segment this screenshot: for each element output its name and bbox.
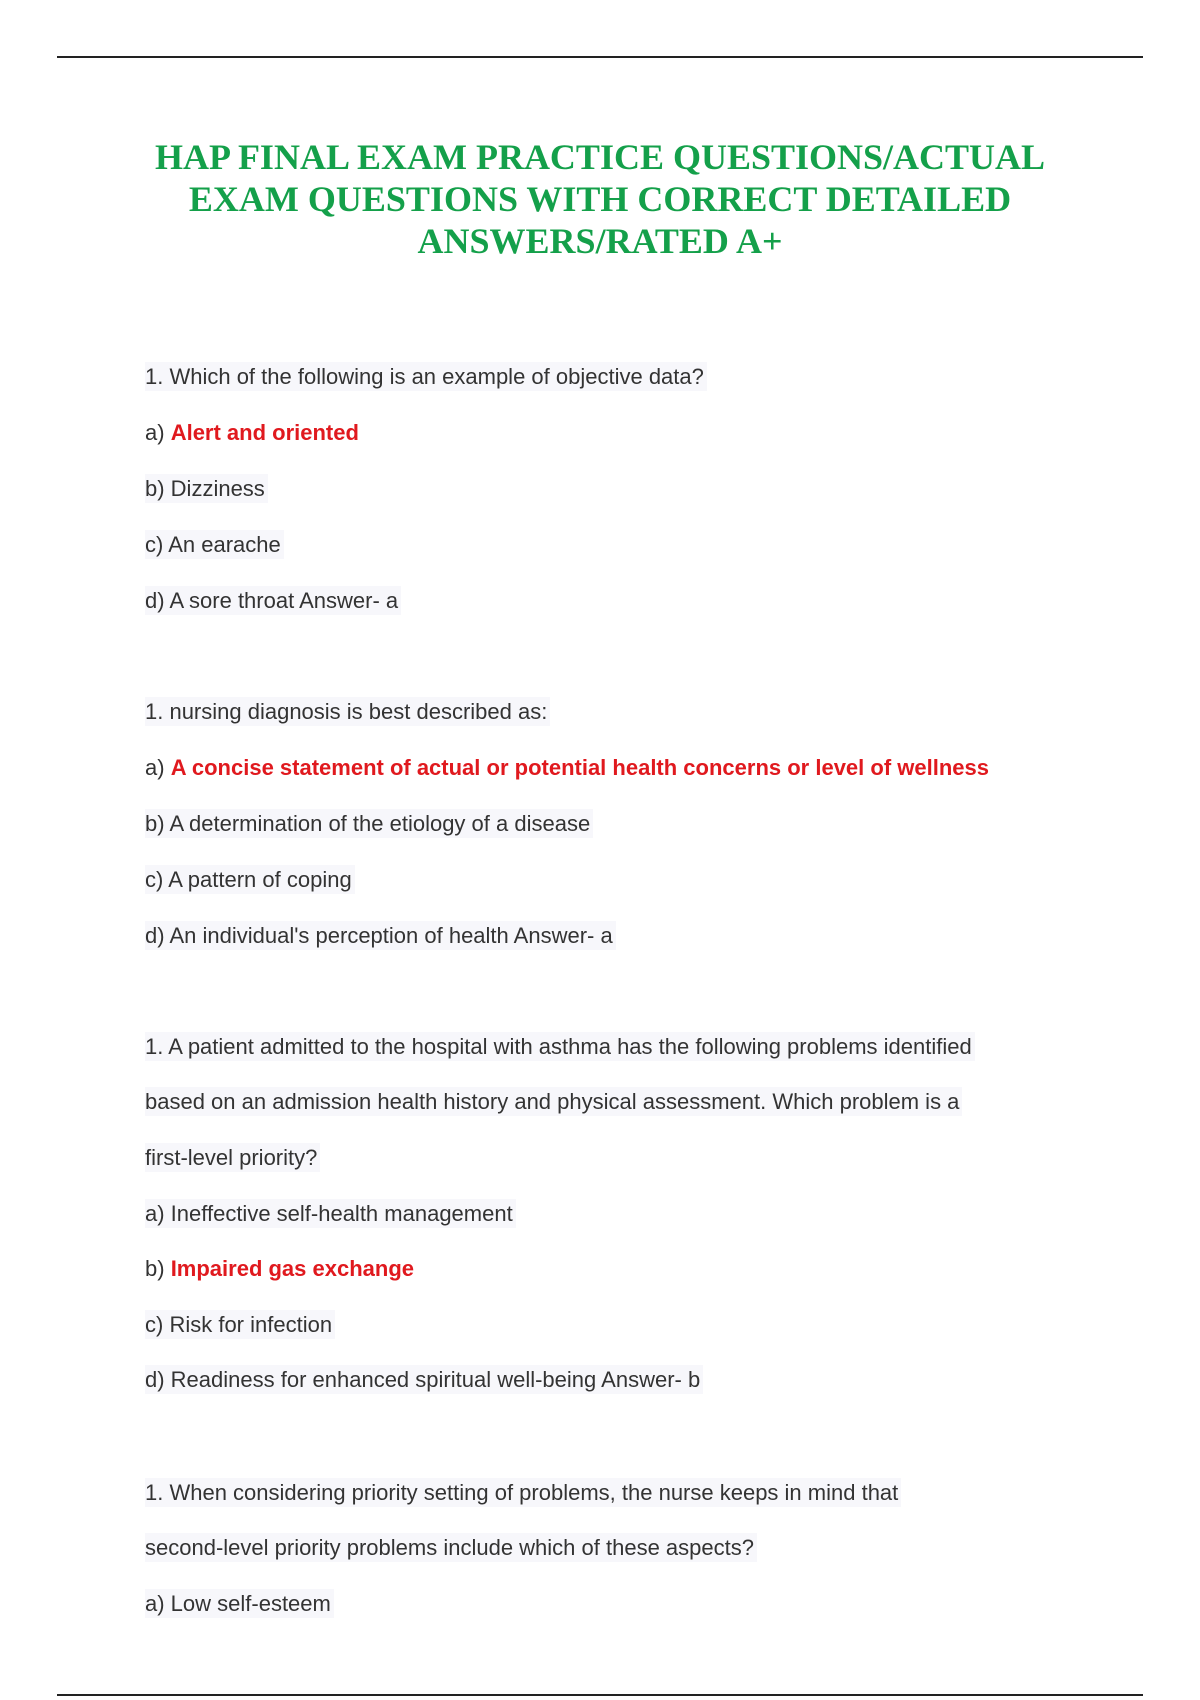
q2-question: 1. nursing diagnosis is best described as: <box>145 697 550 727</box>
q3-option-b: b) Impaired gas exchange <box>145 1256 415 1281</box>
q4-option-a: a) Low self-esteem <box>145 1589 334 1619</box>
title-line-2: EXAM QUESTIONS WITH CORRECT DETAILED <box>188 179 1012 219</box>
q3-question-line-2: based on an admission health history and physical assessment. Which problem is a <box>145 1087 962 1117</box>
q3-question-line-3: first-level priority? <box>145 1143 320 1173</box>
q4-question-line-2: second-level priority problems include which of these aspects? <box>145 1533 757 1563</box>
top-rule <box>57 56 1143 58</box>
q3-option-a: a) Ineffective self-health management <box>145 1199 516 1229</box>
q2-option-d: d) An individual's perception of health Answer- a <box>145 921 616 951</box>
title-line-1: HAP FINAL EXAM PRACTICE QUESTIONS/ACTUAL <box>154 137 1046 177</box>
q3-option-c: c) Risk for infection <box>145 1310 335 1340</box>
q3-question-line-1: 1. A patient admitted to the hospital with asthma has the following problems identified <box>145 1032 975 1062</box>
q1-option-c: c) An earache <box>145 530 284 560</box>
bottom-rule <box>57 1694 1143 1696</box>
q4-question-line-1: 1. When considering priority setting of problems, the nurse keeps in mind that <box>145 1478 901 1508</box>
q3-option-d: d) Readiness for enhanced spiritual well-being Answer- b <box>145 1365 703 1395</box>
q2-correct-answer: A concise statement of actual or potential health concerns or level of wellness <box>170 755 989 780</box>
title-line-3: ANSWERS/RATED A+ <box>417 221 783 261</box>
document-title <box>100 136 1100 262</box>
q1-option-b: b) Dizziness <box>145 474 268 504</box>
q2-option-a: a) A concise statement of actual or potential health concerns or level of wellness <box>145 755 989 780</box>
q1-question: 1. Which of the following is an example of objective data? <box>145 362 707 392</box>
q1-option-d: d) A sore throat Answer- a <box>145 586 401 616</box>
q1-correct-answer: Alert and oriented <box>170 420 359 445</box>
q2-option-b: b) A determination of the etiology of a disease <box>145 809 593 839</box>
q3-correct-answer: Impaired gas exchange <box>170 1256 415 1281</box>
q1-option-a: a) Alert and oriented <box>145 420 359 445</box>
q2-option-c: c) A pattern of coping <box>145 865 355 895</box>
